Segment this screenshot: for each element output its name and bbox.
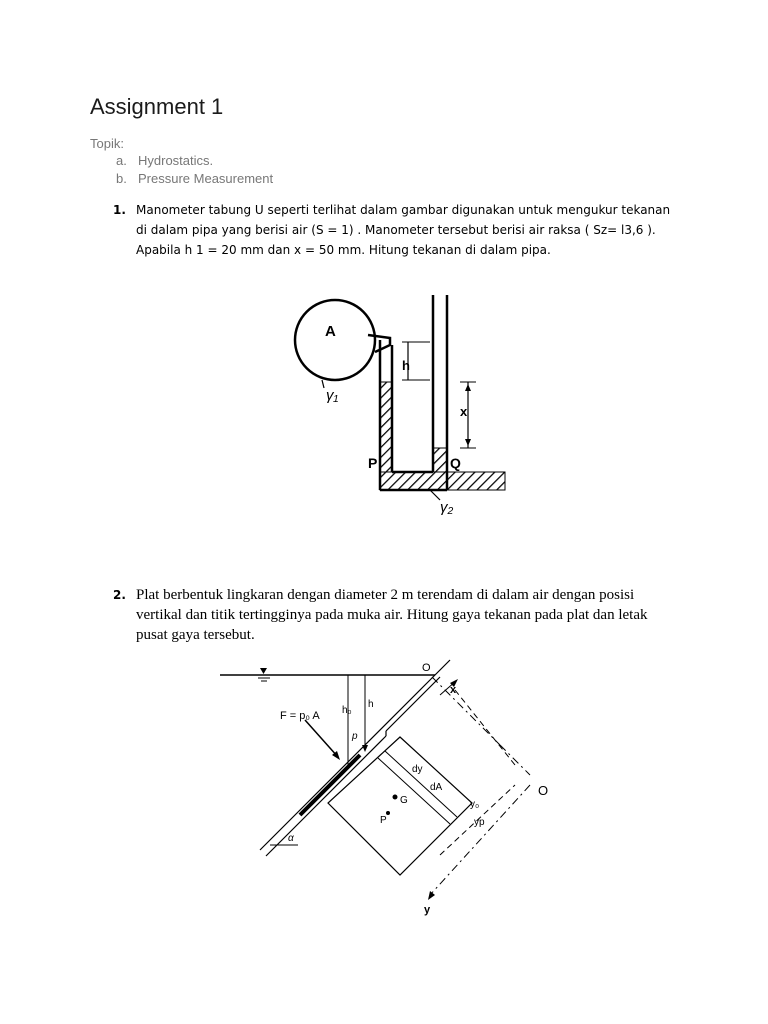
label-G: G [400, 795, 408, 806]
label-O-top: O [422, 662, 431, 674]
label-y0: y₀ [470, 799, 480, 810]
mercury-right [433, 448, 447, 472]
label-p: p [352, 731, 358, 742]
label-P: P [368, 455, 378, 471]
question-number: 1. [113, 203, 126, 217]
list-marker: b. [116, 171, 127, 186]
inclined-plate-figure [210, 655, 560, 925]
question-text: Manometer tabung U seperti terlihat dalam gambar digunakan untuk mengukur tekanan di dalam pipa yang berisi air (S = 1) . Manometer tersebut berisi air raksa ( Sz= l3,6 ). Apabila h 1 = 20 mm dan x = 50 mm. Hitung tekanan di dalam pipa. [136, 203, 671, 257]
question-1 [113, 200, 673, 260]
mercury-bottom [380, 472, 505, 490]
label-x-axis: x [450, 684, 457, 696]
question-number: 2. [113, 588, 126, 602]
topic-label: Topik: [90, 136, 124, 151]
label-h: h [368, 699, 374, 710]
label-gamma2: γ₂ [440, 499, 454, 516]
list-marker: a. [116, 153, 127, 168]
label-force: F = p₀ A [280, 710, 320, 722]
list-item [116, 152, 273, 170]
mercury-left [380, 382, 392, 472]
label-x: x [460, 404, 468, 419]
list-item-text: Pressure Measurement [138, 171, 274, 186]
label-y-axis: y [424, 904, 431, 916]
label-gamma1: γ₁ [326, 387, 339, 404]
label-A: A [325, 323, 336, 340]
label-alpha: α [288, 833, 294, 844]
label-yp: yp [474, 817, 485, 828]
question-2 [113, 585, 673, 645]
pipe-circle [295, 300, 375, 380]
label-h0: h₀ [342, 705, 352, 716]
question-text: Plat berbentuk lingkaran dengan diameter 2 m terendam di dalam air dengan posisi vertikal dan titik tertingginya pada muka air. Hitung gaya tekanan pada plat dan letak pusat gaya tersebut. [136, 587, 648, 643]
label-h: h [402, 358, 410, 373]
label-dA: dA [430, 782, 443, 793]
topic-list [116, 152, 273, 188]
manometer-figure [280, 290, 510, 530]
label-O-right: O [538, 783, 549, 798]
page-title: Assignment 1 [90, 94, 224, 119]
label-Q: Q [450, 455, 461, 471]
label-P: P [380, 815, 387, 826]
label-dy: dy [412, 764, 423, 775]
list-item [116, 170, 273, 188]
list-item-text: Hydrostatics. [138, 153, 214, 168]
